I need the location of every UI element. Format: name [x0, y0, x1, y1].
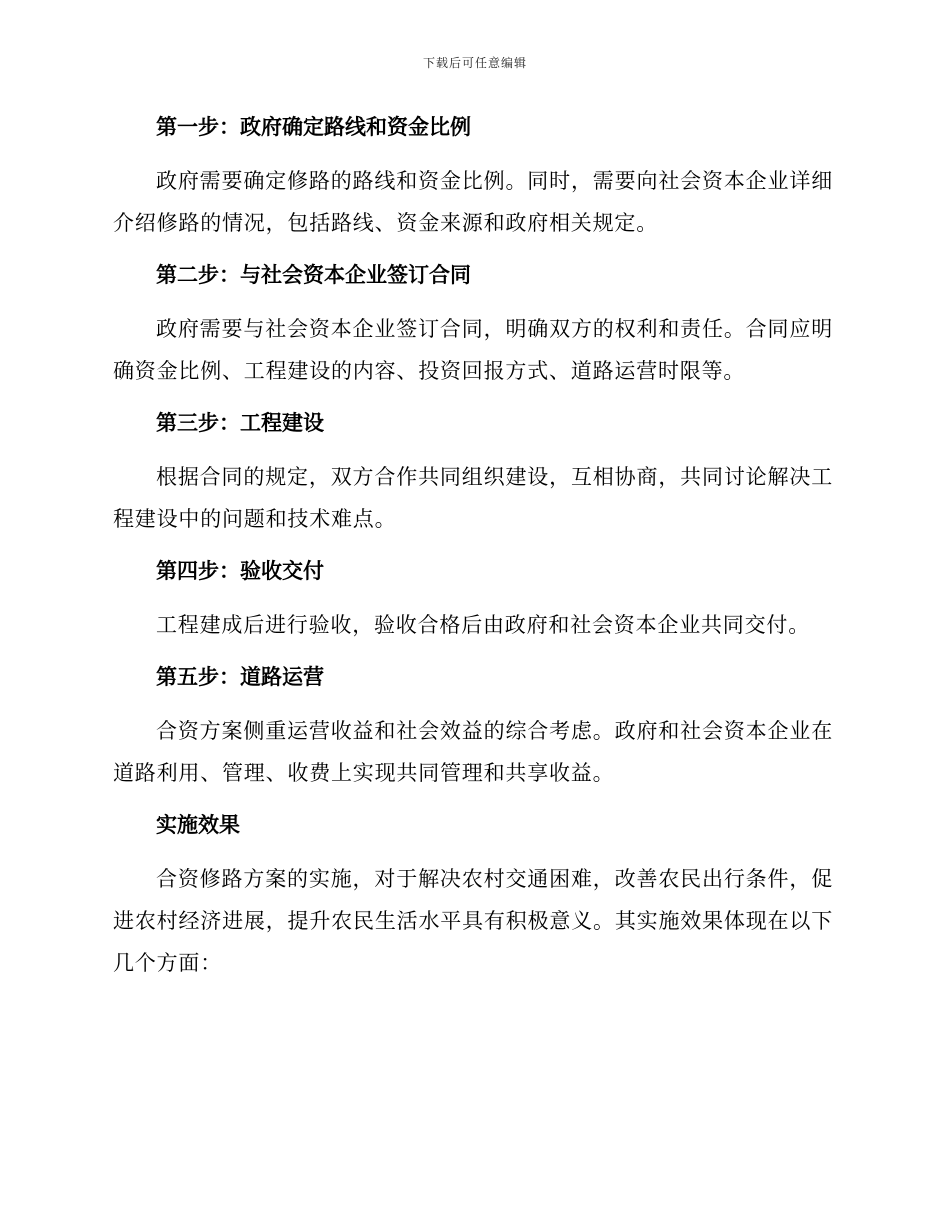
section-paragraph: 政府需要与社会资本企业签订合同，明确双方的权利和责任。合同应明确资金比例、工程建设的内容、投资回报方式、道路运营时限等。 — [113, 317, 833, 383]
document-body — [113, 110, 833, 998]
section-paragraph: 政府需要确定修路的路线和资金比例。同时，需要向社会资本企业详细介绍修路的情况，包括路线、资金来源和政府相关规定。 — [113, 169, 833, 235]
section-heading: 实施效果 — [156, 812, 240, 837]
section-heading: 第二步：与社会资本企业签订合同 — [156, 262, 471, 287]
section-heading: 第一步：政府确定路线和资金比例 — [156, 114, 471, 139]
section-paragraph: 合资方案侧重运营收益和社会效益的综合考虑。政府和社会资本企业在道路利用、管理、收费上实现共同管理和共享收益。 — [113, 719, 833, 785]
section-paragraph: 根据合同的规定，双方合作共同组织建设，互相协商，共同讨论解决工程建设中的问题和技术难点。 — [113, 465, 833, 531]
section-effects — [113, 808, 833, 984]
section-step-5 — [113, 660, 833, 794]
section-heading: 第五步：道路运营 — [156, 664, 324, 689]
section-heading: 第四步：验收交付 — [156, 558, 324, 583]
section-step-4 — [113, 554, 833, 646]
header-note: 下载后可任意编辑 — [422, 56, 527, 70]
section-paragraph: 合资修路方案的实施，对于解决农村交通困难，改善农民出行条件，促进农村经济进展，提升农民生活水平具有积极意义。其实施效果体现在以下几个方面： — [113, 867, 833, 975]
section-step-1 — [113, 110, 833, 244]
section-step-2 — [113, 258, 833, 392]
section-step-3 — [113, 406, 833, 540]
section-paragraph: 工程建成后进行验收，验收合格后由政府和社会资本企业共同交付。 — [156, 613, 810, 637]
section-heading: 第三步：工程建设 — [156, 410, 324, 435]
